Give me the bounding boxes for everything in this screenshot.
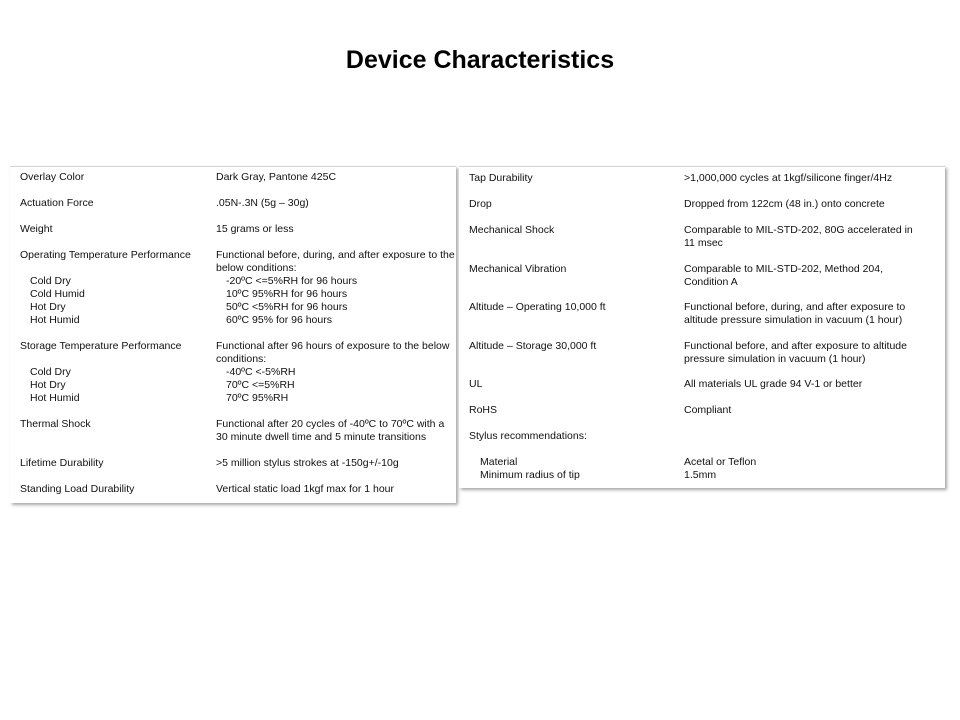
row-value: Functional after 96 hours of exposure to the below conditions: (216, 340, 450, 365)
row-value: >5 million stylus strokes at -150g+/-10g (216, 457, 399, 469)
specs-table-right (459, 166, 945, 488)
row-sub-labels: Cold Dry Hot Dry Hot Humid (30, 366, 80, 404)
row-label: Mechanical Vibration (469, 263, 567, 275)
row-label: Thermal Shock (20, 418, 91, 430)
row-label: Mechanical Shock (469, 224, 555, 236)
specs-table-left (10, 166, 456, 503)
row-value: Functional after 20 cycles of -40ºC to 70ºC with a 30 minute dwell time and 5 minute transitions (216, 418, 445, 443)
row-value: .05N-.3N (5g – 30g) (216, 197, 309, 209)
row-sub-values: -40ºC <-5%RH 70ºC <=5%RH 70ºC 95%RH (226, 366, 296, 404)
row-sub-labels: Cold Dry Cold Humid Hot Dry Hot Humid (30, 275, 85, 326)
row-label: Operating Temperature Performance (20, 249, 191, 261)
row-label: Weight (20, 223, 53, 235)
row-value: Functional before, and after exposure to altitude pressure simulation in vacuum (1 hour) (684, 340, 907, 365)
row-label: RoHS (469, 404, 498, 416)
row-label: Overlay Color (20, 171, 85, 183)
row-label: Altitude – Storage 30,000 ft (469, 340, 597, 352)
row-value: All materials UL grade 94 V-1 or better (684, 378, 863, 390)
row-value: Dropped from 122cm (48 in.) onto concrete (684, 198, 885, 210)
row-sub-values: Acetal or Teflon 1.5mm (684, 456, 757, 481)
row-label: Stylus recommendations: (469, 430, 587, 442)
row-value: Dark Gray, Pantone 425C (216, 171, 337, 183)
page-title: Device Characteristics (345, 46, 615, 74)
row-value: Compliant (684, 404, 732, 416)
row-value: Functional before, during, and after exposure to altitude pressure simulation in vacuum (1 hour) (684, 301, 906, 326)
row-sub-labels: Material Minimum radius of tip (480, 456, 580, 481)
row-sub-values: -20ºC <=5%RH for 96 hours 10ºC 95%RH for 96 hours 50ºC <5%RH for 96 hours 60ºC 95% for 96 hours (226, 275, 358, 326)
row-value: Vertical static load 1kgf max for 1 hour (216, 483, 395, 495)
row-label: Altitude – Operating 10,000 ft (469, 301, 606, 313)
row-value: Comparable to MIL-STD-202, Method 204, Condition A (684, 263, 884, 288)
row-label: UL (469, 378, 483, 390)
row-value: 15 grams or less (216, 223, 294, 235)
row-label: Tap Durability (469, 172, 533, 184)
row-value: Functional before, during, and after exposure to the below conditions: (216, 249, 455, 274)
row-value: >1,000,000 cycles at 1kgf/silicone finger/4Hz (684, 172, 893, 184)
row-value: Comparable to MIL-STD-202, 80G accelerated in 11 msec (684, 224, 913, 249)
row-label: Drop (469, 198, 492, 210)
row-label: Lifetime Durability (20, 457, 104, 469)
row-label: Storage Temperature Performance (20, 340, 182, 352)
row-label: Standing Load Durability (20, 483, 135, 495)
row-label: Actuation Force (20, 197, 94, 209)
